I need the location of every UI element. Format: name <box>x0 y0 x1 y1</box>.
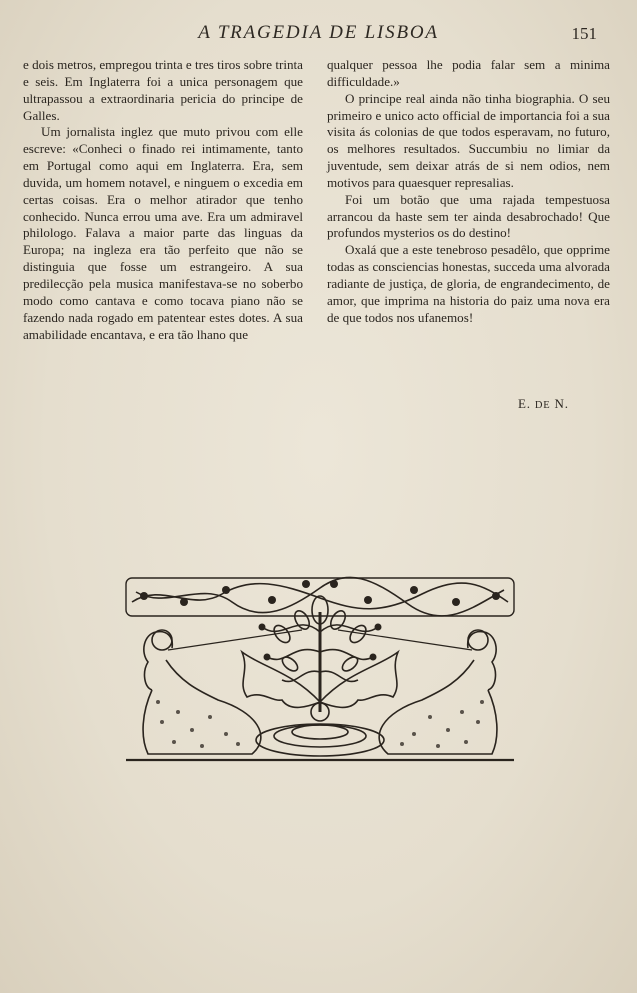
running-title: A TRAGEDIA DE LISBOA <box>198 22 439 43</box>
page-header <box>0 22 637 48</box>
art-nouveau-vignette-icon <box>122 572 518 772</box>
paragraph: e dois metros, empregou trinta e tres tiros sobre trinta e seis. Em Inglaterra foi a unica personagem que ultrapassou a extraordinaria pericia do principe de Galles. <box>23 57 303 123</box>
signature-initial-first: E. <box>518 396 531 411</box>
paragraph: Um jornalista inglez que muto privou com elle escreve: «Conheci o finado rei intimamente, tanto em Portugal como aqui em Inglaterra. Era, sem duvida, um homem notavel, e ninguem o excedia em certas coisas. Era o melhor atirador que tenho conhecido. Nunca errou uma ave. Era um admiravel philologo. Falava a maior parte das linguas da Europa; na ingleza era tão perfeito que não se distinguia que fosse um estrangeiro. A sua predilecção pela musica manifestava-se no soberbo modo como cantava e como tocava piano não se fazendo nada rogado em patentear estes dotes. A sua amabilidade encantava, e era tão lhano que <box>23 124 303 342</box>
paragraph: Oxalá que a este tenebroso pesadêlo, que opprime todas as consciencias honestas, succeda uma alvorada radiante de justiça, de gloria, de engrandecimento, de amor, que imprima na historia do paiz uma nova era de que todos nos ufanemos! <box>327 242 610 325</box>
left-column <box>23 57 303 343</box>
paragraph: O principe real ainda não tinha biographia. O seu primeiro e unico acto official de importancia foi a sua visita ás colonias de que todos esperavam, no futuro, os melhores resultados. Succumbiu no limiar da juventude, sem deixar atrás de si nem odios, nem motivos para quaesquer represalias. <box>327 90 610 190</box>
signature-initial-last: N. <box>554 396 569 411</box>
paragraph: Foi um botão que uma rajada tempestuosa arrancou da haste sem ter ainda desabrochado! Que profundos mysterios os do destino! <box>327 191 610 241</box>
right-column <box>327 57 610 327</box>
paragraph: qualquer pessoa lhe podia falar sem a minima difficuldade.» <box>327 57 610 89</box>
author-signature <box>518 396 569 412</box>
signature-particle: DE <box>534 400 551 411</box>
page-number: 151 <box>571 24 597 43</box>
